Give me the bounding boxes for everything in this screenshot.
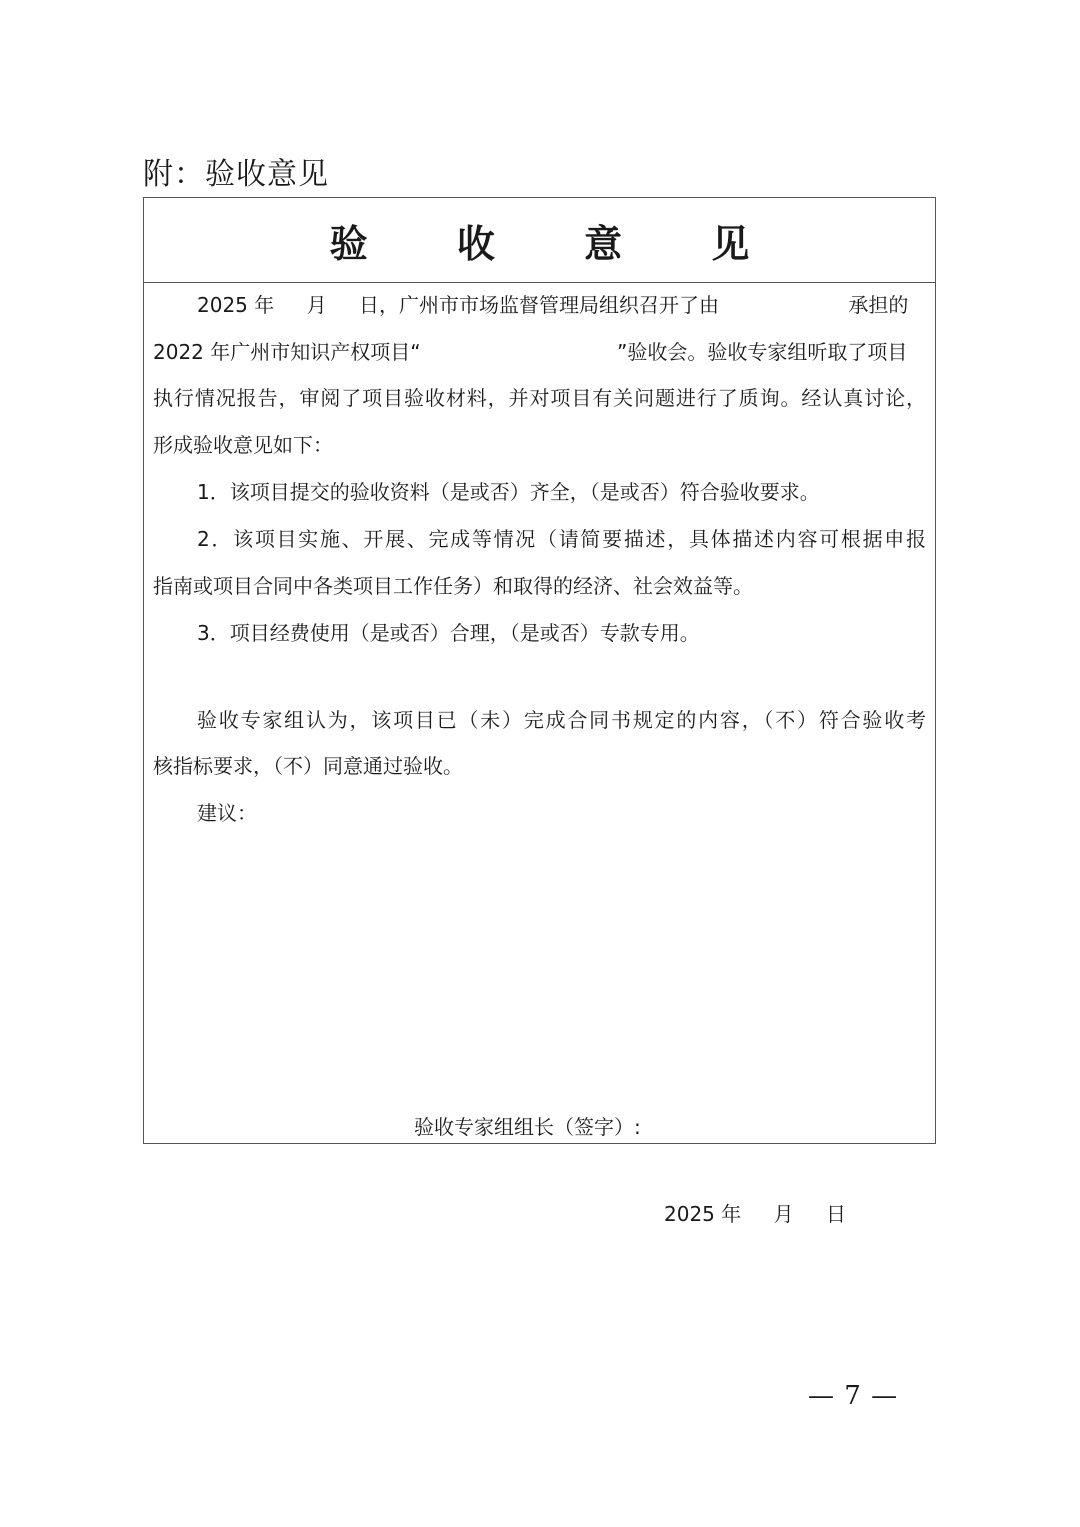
intro-line-2-left: 2022 年广州市知识产权项目“ [153, 340, 421, 364]
intro-undertaker: 承担的 [848, 293, 909, 317]
intro-day: 日，广州市市场监督管理局组织召开了由 [358, 293, 719, 317]
form-content [144, 283, 935, 1226]
page-number: — 7 — [808, 1381, 899, 1411]
conclusion-line-2: 核指标要求，（不）同意通过验收。 [153, 754, 463, 778]
signature-date [664, 1200, 846, 1228]
intro-year: 2025 年 [197, 293, 275, 317]
item-2-continued: 指南或项目合同中各类项目工作任务）和取得的经济、社会效益等。 [153, 574, 753, 598]
signature-year: 2025 年 [664, 1202, 742, 1226]
intro-line-2-right: ”验收会。验收专家组听取了项目 [616, 340, 908, 364]
signature-day: 日 [825, 1202, 846, 1226]
intro-month: 月 [306, 293, 327, 317]
form-title-row [144, 198, 935, 283]
acceptance-opinion-form [143, 197, 936, 1226]
intro-line-2 [153, 338, 926, 366]
conclusion-line-1: 验收专家组认为，该项目已（未）完成合同书规定的内容，（不）符合验收考 [197, 708, 926, 732]
item-1: 1．该项目提交的验收资料（是或否）齐全，（是或否）符合验收要求。 [197, 480, 820, 504]
signature-month: 月 [773, 1202, 794, 1226]
signature-label: 验收专家组组长（签字）: [414, 1115, 641, 1139]
form-title: 验 收 意 见 [329, 221, 788, 266]
intro-line-3: 执行情况报告，审阅了项目验收材料，并对项目有关问题进行了质询。经认真讨论， [153, 386, 926, 410]
intro-line-4: 形成验收意见如下： [153, 433, 333, 457]
intro-line-1 [197, 291, 926, 319]
item-2: 2．该项目实施、开展、完成等情况（请简要描述，具体描述内容可根据申报 [197, 527, 926, 551]
suggestion-label: 建议： [197, 801, 257, 825]
attachment-label: 附：验收意见 [143, 157, 329, 192]
item-3: 3．项目经费使用（是或否）合理，（是或否）专款专用。 [197, 621, 700, 645]
